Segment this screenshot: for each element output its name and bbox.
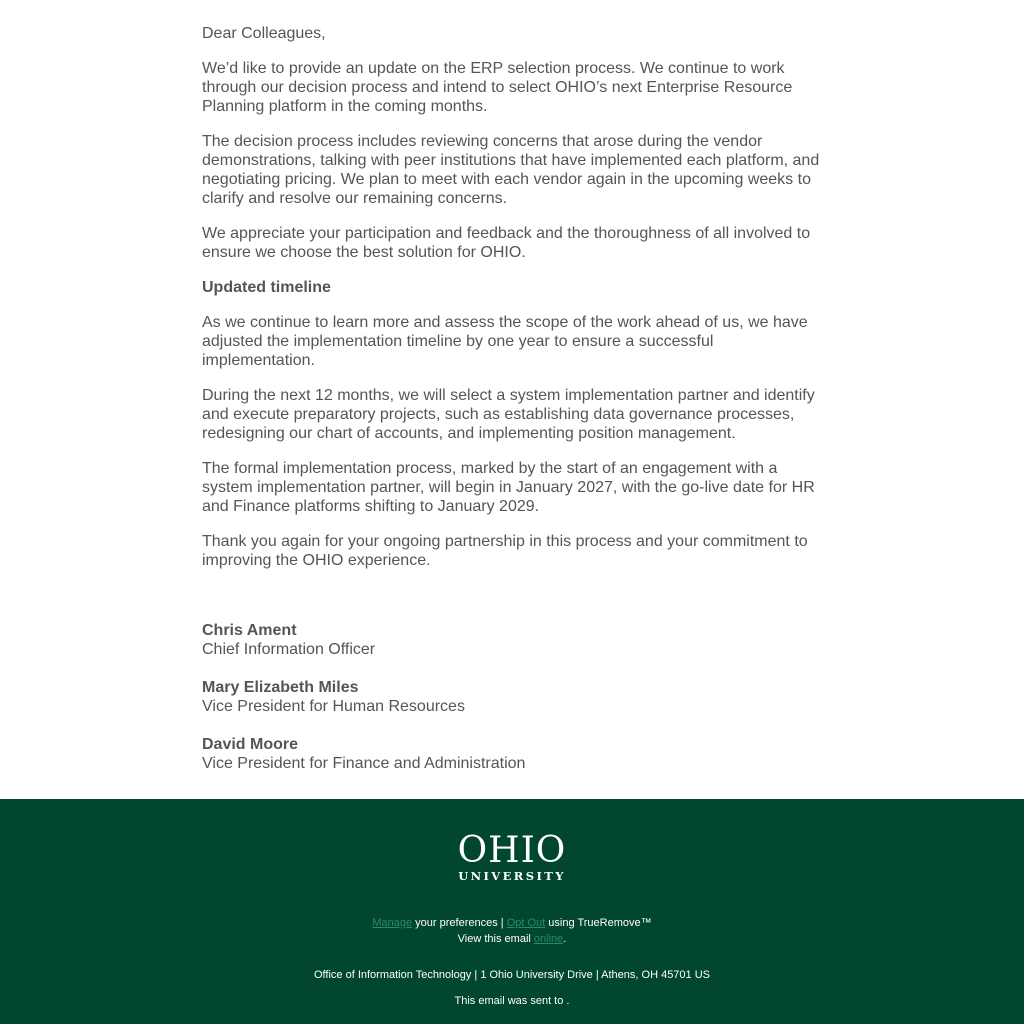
paragraph-next-12-months: During the next 12 months, we will select a system implementation partner and identify and execute preparatory projects, such as establishing data governance processes, redesigning our chart of accounts, and implementing position management.	[202, 387, 815, 442]
ohio-university-logo[interactable]	[0, 830, 1024, 883]
logo-wordmark: OHIO	[457, 830, 567, 871]
section-heading: Updated timeline	[202, 279, 331, 296]
signature-block	[202, 735, 822, 773]
paragraph-decision-process: The decision process includes reviewing concerns that arose during the vendor demonstrations, talking with peer institutions that have implemented each platform, and negotiating pricing. We plan to meet with each vendor again in the upcoming weeks to clarify and resolve our remaining concerns.	[202, 133, 820, 207]
paragraph-formal-implementation: The formal implementation process, marked by the start of an engagement with a system implementation partner, will begin in January 2027, with the go-live date for HR and Finance platforms shifting to January 2029.	[202, 460, 815, 515]
email-body	[202, 24, 822, 792]
opt-out-link[interactable]: Opt Out	[506, 917, 546, 929]
signature-block	[202, 678, 822, 716]
signature-title: Vice President for Human Resources	[202, 698, 465, 715]
view-online-link[interactable]: online	[533, 933, 564, 945]
signature-title: Chief Information Officer	[202, 641, 376, 658]
greeting: Dear Colleagues,	[202, 25, 326, 42]
signature-title: Vice President for Finance and Administration	[202, 755, 526, 772]
logo-subtitle: UNIVERSITY	[458, 869, 566, 883]
paragraph-thank-you: Thank you again for your ongoing partnership in this process and your commitment to improving the OHIO experience.	[202, 533, 808, 569]
view-online-line	[0, 932, 1024, 946]
office-address: Office of Information Technology | 1 Ohio University Drive | Athens, OH 45701 US	[314, 969, 710, 981]
view-email-text: View this email	[457, 933, 534, 945]
view-end-text: .	[563, 933, 567, 945]
paragraph-update: We’d like to provide an update on the ERP selection process. We continue to work through our decision process and intend to select OHIO’s next Enterprise Resource Planning platform in the coming months.	[202, 60, 793, 115]
signature-block	[202, 621, 822, 659]
email-footer	[0, 799, 1024, 1024]
signature-name: Mary Elizabeth Miles	[202, 679, 359, 696]
signature-name: David Moore	[202, 736, 299, 753]
manage-preferences-link[interactable]: Manage	[372, 917, 413, 929]
spacer	[202, 586, 822, 621]
paragraph-appreciation: We appreciate your participation and feedback and the thoroughness of all involved to ensure we choose the best solution for OHIO.	[202, 225, 811, 261]
trueremove-text: using TrueRemove™	[545, 917, 652, 929]
paragraph-timeline-adjusted: As we continue to learn more and assess the scope of the work ahead of us, we have adjusted the implementation timeline by one year to ensure a successful implementation.	[202, 314, 808, 369]
preferences-line	[0, 916, 1024, 930]
sent-to-line: This email was sent to .	[454, 995, 570, 1007]
preferences-text: your preferences |	[412, 917, 507, 929]
signature-name: Chris Ament	[202, 622, 297, 639]
